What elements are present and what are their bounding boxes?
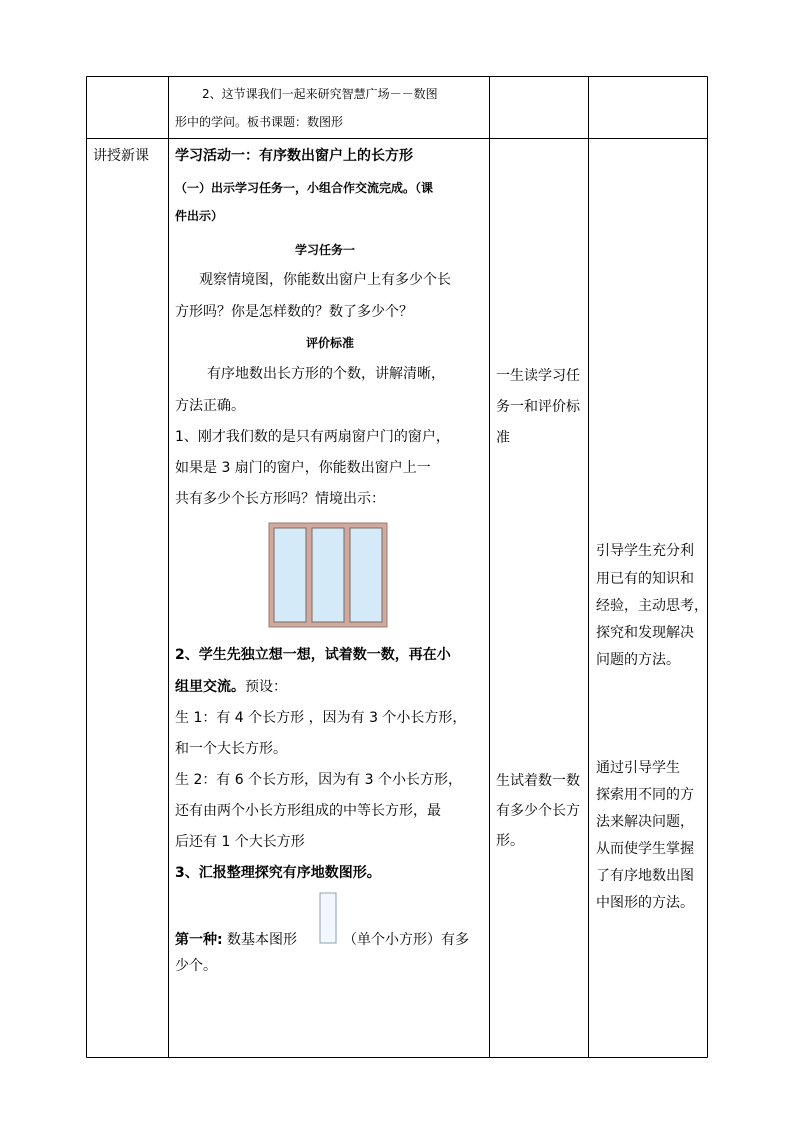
intent2-line3: 法来解决问题， (596, 814, 694, 830)
small-rectangle-icon (319, 892, 337, 944)
row1-line2: 形中的学问。板书课题：数图形 (175, 115, 344, 129)
question1-line1: 1、刚才我们数的是只有两扇窗户门的窗户， (175, 429, 450, 445)
criteria-line2: 方法正确。 (175, 398, 245, 414)
answer2-line3: 后还有 1 个大长方形 (175, 834, 305, 850)
intent1-line5: 问题的方法。 (596, 652, 680, 668)
section-label: 讲授新课 (93, 148, 149, 164)
method1-line1 (175, 930, 297, 950)
intent1-line2: 用已有的知识和 (596, 571, 694, 587)
student-activity1-line1: 一生读学习任 (496, 368, 580, 384)
method1-line2: 少个。 (175, 958, 217, 974)
intent1-line4: 探究和发现解决 (596, 625, 694, 641)
student-activity1-line3: 准 (496, 430, 510, 446)
intent2-line6: 中图形的方法。 (596, 895, 694, 911)
intent2-line5: 了有序地数出图 (596, 868, 694, 884)
answer2-line2: 还有由两个小长方形组成的中等长方形，最 (175, 803, 441, 819)
task-intro-line2: 件出示） (175, 209, 224, 223)
task-heading: 学习任务一 (295, 243, 356, 257)
answer1-line2: 和一个大长方形。 (175, 741, 287, 757)
task-intro-line1: （一）出示学习任务一，小组合作交流完成。（课 (175, 181, 434, 195)
intent1-line1: 引导学生充分利 (596, 543, 694, 559)
method1-text: 数基本图形 (222, 932, 298, 948)
window-illustration (268, 522, 388, 628)
step2-line2 (175, 677, 287, 697)
step2-preset: 预设： (245, 679, 287, 695)
student-activity2-line3: 形。 (496, 833, 524, 849)
intent2-line4: 从而使学生掌握 (596, 841, 694, 857)
student-activity1-line2: 务一和评价标 (496, 399, 580, 415)
question1-line3: 共有多少个长方形吗？情境出示： (175, 491, 385, 507)
answer2-line1: 生 2：有 6 个长方形，因为有 3 个小长方形， (175, 772, 462, 788)
intent2-line2: 探索用不同的方 (596, 787, 694, 803)
step2-line1: 2、学生先独立想一想，试着数一数，再在小 (175, 647, 451, 663)
task-text-line2: 方形吗？你是怎样数的？数了多少个？ (175, 304, 413, 320)
student-activity2-line2: 有多少个长方 (496, 803, 580, 819)
task-text-line1: 观察情境图，你能数出窗户上有多少个长 (199, 272, 451, 288)
answer1-line1: 生 1：有 4 个长方形 ，因为有 3 个小长方形， (175, 710, 467, 726)
student-activity2-line1: 生试着数一数 (496, 773, 580, 789)
step2-line2-bold: 组里交流。 (175, 679, 245, 695)
question1-line2: 如果是 3 扇门的窗户，你能数出窗户上一 (175, 460, 431, 476)
criteria-line1: 有序地数出长方形的个数，讲解清晰， (207, 366, 445, 382)
row1-line1: 2、这节课我们一起来研究智慧广场－－数图 (202, 87, 438, 101)
method1-tail: （单个小方形）有多 (343, 932, 469, 948)
activity-title: 学习活动一：有序数出窗户上的长方形 (175, 148, 413, 164)
criteria-heading: 评价标准 (306, 336, 355, 350)
intent1-line3: 经验，主动思考， (596, 598, 708, 614)
step3-title: 3、汇报整理探究有序地数图形。 (175, 865, 381, 881)
intent2-line1: 通过引导学生 (596, 760, 680, 776)
method1-label: 第一种: (175, 932, 223, 948)
